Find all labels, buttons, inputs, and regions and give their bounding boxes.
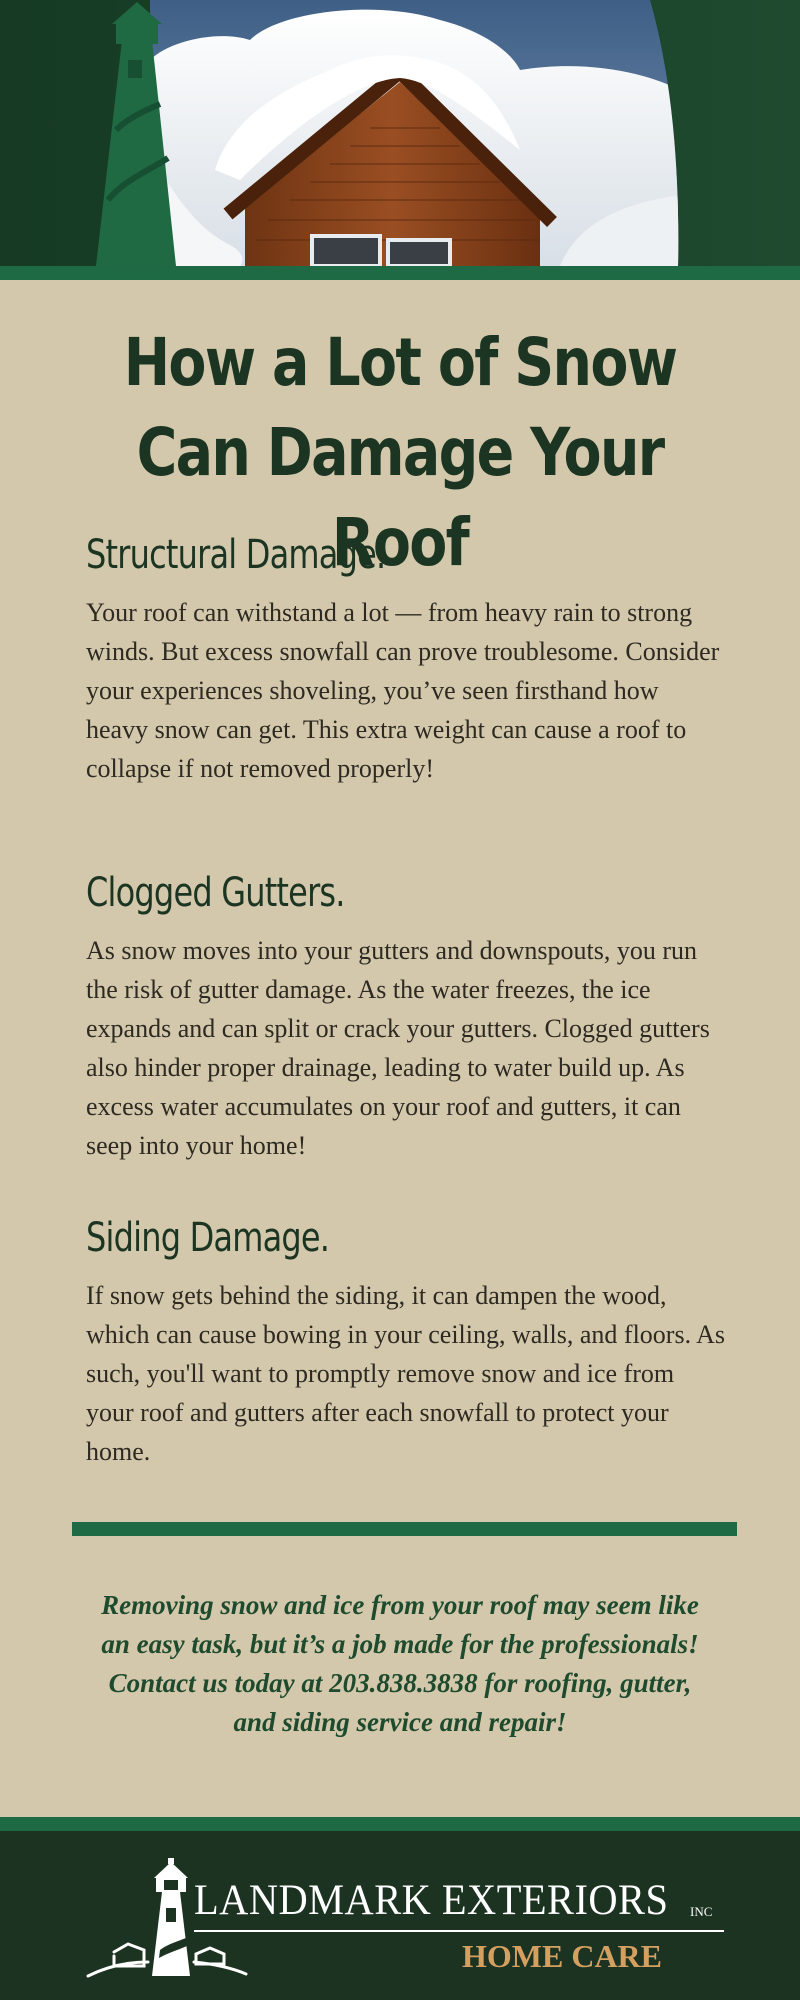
- section-clogged-gutters: [86, 867, 726, 1165]
- section-body: If snow gets behind the siding, it can dampen the wood, which can cause bowing in your ceiling, walls, and floors. As such, you'll want to promptly remove snow and ice from your roof and gutters after each snowfall to protect your home.: [86, 1281, 726, 1466]
- section-heading: Structural Damage.: [86, 532, 386, 578]
- brand-underline: [194, 1930, 724, 1932]
- section-siding-damage: [86, 1212, 726, 1471]
- brand-suffix: INC: [690, 1904, 713, 1919]
- snow-covered-roof-photo: [0, 0, 800, 266]
- hero-divider-band: [0, 266, 800, 280]
- brand-tagline: HOME CARE: [462, 1938, 662, 1974]
- section-heading: Siding Damage.: [86, 1215, 330, 1261]
- section-body: Your roof can withstand a lot — from heavy rain to strong winds. But excess snowfall can prove troublesome. Consider your experiences shoveling, you’ve seen firsthand how heavy snow can get. This extra weight can cause a roof to collapse if not removed properly!: [86, 598, 720, 783]
- section-structural-damage: [86, 529, 726, 788]
- footer-divider-band: [0, 1817, 800, 1831]
- hero-banner: [0, 0, 800, 266]
- page-title: How a Lot of Snow Can Damage Your Roof: [123, 324, 677, 581]
- call-to-action-text: Removing snow and ice from your roof may seem like an easy task, but it’s a job made for the professionals! Contact us today at 203.838.3838 for roofing, gutter, and siding service and repair!: [101, 1590, 699, 1737]
- section-heading: Clogged Gutters.: [86, 870, 345, 916]
- section-body: As snow moves into your gutters and downspouts, you run the risk of gutter damage. As the water freezes, the ice expands and can split or crack your gutters. Clogged gutters also hinder proper drainage, leading to water build up. As excess water accumulates on your roof and gutters, it can seep into your home!: [86, 936, 710, 1160]
- content-divider: [72, 1522, 737, 1536]
- brand-name: LANDMARK EXTERIORS: [194, 1877, 669, 1924]
